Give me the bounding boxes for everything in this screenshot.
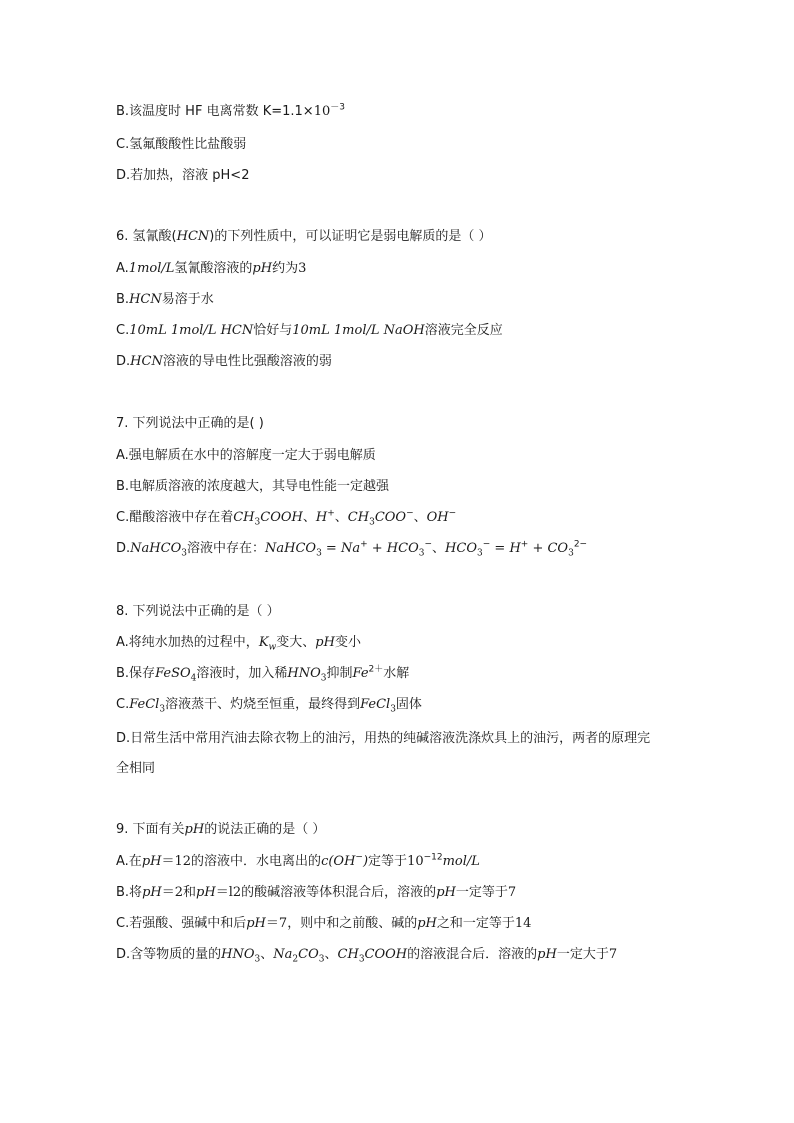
q7-option-c: C.醋酸溶液中存在着$CH_3COOH$、H+、$CH_3COO^-$、OH−: [116, 508, 457, 528]
q5-option-d: D.若加热，溶液 pH<2: [116, 168, 250, 183]
q9-stem: 9. 下面有关pH的说法正确的是（ ）: [116, 822, 326, 837]
q7-option-d: D.NaHCO$_3$溶液中存在：NaHCO$_3$ = $Na^+ + HCO_3^-$、$HCO_3^- = H^+ + CO_3^{2-}$: [116, 539, 588, 559]
q6-option-d: D.HCN溶液的导电性比强酸溶液的弱: [116, 354, 332, 369]
q7-option-b: B.电解质溶液的浓度越大，其导电性能一定越强: [116, 479, 390, 494]
q8-option-d-line2: 全相同: [116, 761, 156, 776]
q8-stem: 8. 下列说法中正确的是（ ）: [116, 604, 280, 619]
q6-option-b: B.HCN易溶于水: [116, 292, 214, 307]
q5-option-c: C.氢氟酸酸性比盐酸弱: [116, 137, 247, 152]
q8-option-d-line1: D.日常生活中常用汽油去除衣物上的油污，用热的纯碱溶液洗涤炊具上的油污，两者的原理完: [116, 731, 651, 746]
q7-option-a: A.强电解质在水中的溶解度一定大于弱电解质: [116, 448, 376, 463]
q7-stem: 7. 下列说法中正确的是( ): [116, 416, 264, 431]
q9-option-c: C.若强酸、强碱中和后pH＝7，则中和之前酸、碱的pH之和一定等于14: [116, 916, 532, 931]
q6-option-c: C.10mL 1mol/L HCN恰好与10mL 1mol/L NaOH溶液完全反应: [116, 323, 503, 338]
q5-option-b: B.该温度时 HF 电离常数 $K=1.1\times 10^{-3}$: [116, 102, 345, 119]
q8-option-b: B.保存FeSO$_4$溶液时，加入稀$HNO_3$抑制$Fe^{2+}$水解: [116, 664, 410, 684]
q9-option-d: D.含等物质的量的$HNO_3$、$Na_2CO_3$、$CH_3COOH$的溶液混合后．溶液的pH一定大于7: [116, 947, 618, 965]
q8-option-a: A.将纯水加热的过程中，$K_w$变大、pH变小: [116, 635, 361, 653]
q9-option-a: A.在pH＝12的溶液中．水电离出的c(OH−)定等于$10^{-12}mol/L$: [116, 852, 480, 869]
q8-option-c: C.FeCl$_3$溶液蒸干、灼烧至恒重，最终得到FeCl$_3$固体: [116, 697, 422, 715]
q9-option-b: B.将pH＝2和pH＝l2的酸碱溶液等体积混合后，溶液的pH一定等于7: [116, 885, 517, 900]
q6-stem: 6. 氢氰酸(HCN)的下列性质中，可以证明它是弱电解质的是（ ）: [116, 229, 492, 244]
q6-option-a: A.1mol/L氢氰酸溶液的pH约为3: [116, 261, 307, 276]
